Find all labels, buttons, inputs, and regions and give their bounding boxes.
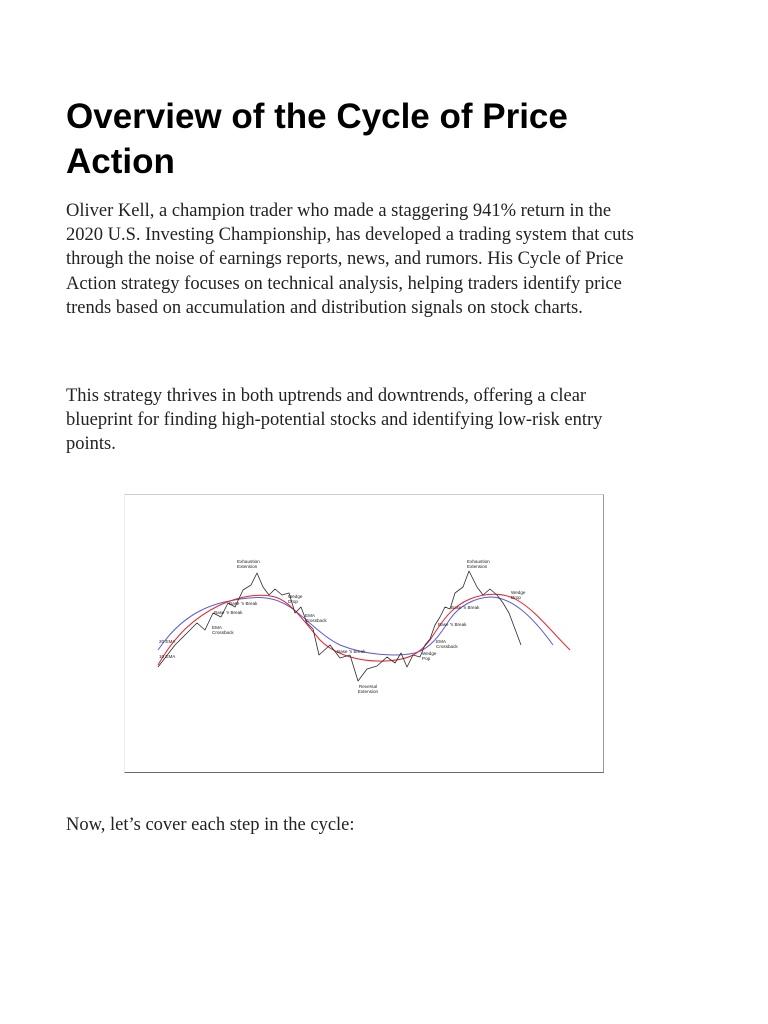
paragraph-intro: Oliver Kell, a champion trader who made a staggering 941% return in the 2020 U.S. Investing Championship, has developed a trading system that cuts through the noise of earnings reports, news, and rumors. His Cycle of Price Action strategy focuses on technical analysis, helping traders identify price trends based on accumulation and distribution signals on stock charts.: [66, 201, 634, 318]
article: [66, 94, 646, 184]
wedge-drop-label-right-1: Wedge: [511, 590, 526, 595]
extension-label-left: Extension: [237, 564, 258, 569]
reversal-extension-label: Extension: [357, 689, 379, 694]
base-n-break-label-upper-right: Base 'n Break: [451, 605, 480, 610]
cycle-of-price-action-diagram: [124, 494, 604, 773]
paragraph-strategy: This strategy thrives in both uptrends and downtrends, offering a clear blueprint for finding high-potential stocks and identifying low-risk entry points.: [66, 386, 603, 455]
wedge-pop-label-2: Pop: [422, 656, 431, 661]
base-n-break-label-upper-left: Base 'n Break: [229, 601, 258, 606]
ema-crossback-label-mid-1: EMA: [305, 613, 315, 618]
paragraph-steps-intro: Now, let’s cover each step in the cycle:: [66, 815, 355, 835]
base-n-break-label-bottom: Base 'n Break: [337, 649, 366, 654]
exhaustion-label-right: Exhaustion: [467, 559, 490, 564]
base-n-break-label-lower-left: Base 'n Break: [214, 610, 243, 615]
wedge-pop-label-1: Wedge: [422, 651, 437, 656]
wedge-drop-label-left-2: Drop: [288, 599, 298, 604]
exhaustion-label-left: Exhaustion: [237, 559, 260, 564]
ema-10-label: 10 EMA: [159, 654, 176, 659]
wedge-drop-label-right-2: Drop: [511, 595, 521, 600]
base-n-break-label-lower-right: Base 'n Break: [438, 622, 467, 627]
article-title: Overview of the Cycle of Price Action: [66, 97, 568, 181]
ema-crossback-label-left-1: EMA: [212, 625, 222, 630]
ema-crossback-label-right-1: EMA: [436, 639, 446, 644]
ema-crossback-label-right-2: Crossback: [436, 644, 458, 649]
extension-label-right: Extension: [467, 564, 488, 569]
diagram-canvas: [125, 495, 603, 772]
wedge-drop-label-left-1: Wedge: [288, 594, 303, 599]
ema-crossback-label-mid-2: Crossback: [305, 618, 327, 623]
ema-crossback-label-left-2: Crossback: [212, 630, 234, 635]
reversal-label: Reversal: [358, 684, 378, 689]
ema-20-label: 20 EMA: [159, 639, 176, 644]
